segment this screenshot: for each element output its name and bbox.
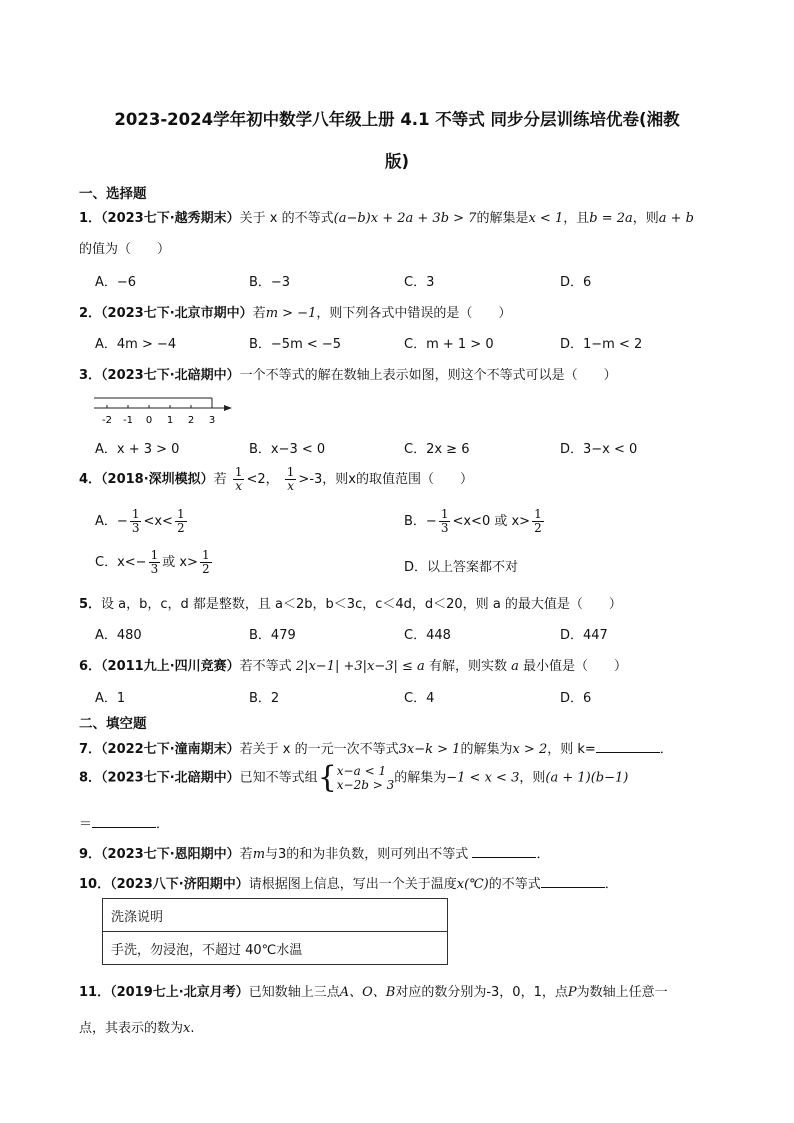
math-expression: (a−b)x + 2a + 3b > 7 (333, 211, 477, 226)
math-expression: 2|x−1| +3|x−3| ≤ a (295, 659, 425, 674)
number-line-figure (92, 392, 238, 426)
math-expression: −1 < x < 3 (446, 770, 520, 786)
answer-blank[interactable] (541, 875, 605, 888)
question-7: 7．（2022七下·潼南期末）若关于 x 的一元一次不等式3x−k > 1的解集为x > 2，则 k= ． (79, 742, 673, 757)
question-source: （2023七下·北京市期中） (101, 306, 253, 321)
option-c[interactable]: C．x<− $\frac{1}{3}$ 或 x> $\frac{1}{2}$ (95, 548, 210, 576)
math-expression: A、O、B (339, 985, 396, 1000)
tick-label: 0 (145, 415, 153, 426)
question-5: 5．设 a，b，c，d 都是整数，且 a＜2b，b＜3c，c＜4d，d＜20，则 a 的最大值是（ ） (79, 597, 622, 612)
question-source: （2011九上·四川竞赛） (101, 659, 240, 674)
question-9: 9．（2023七下·恩阳期中）若m与3的和为非负数，则可列出不等式 ． (79, 847, 550, 862)
math-expression: m (252, 847, 266, 862)
page-title: 2023-2024学年初中数学八年级上册 4.1 不等式 同步分层训练培优卷(湘教 (114, 110, 680, 129)
option-b[interactable]: B．x−3 < 0 (249, 442, 326, 457)
math-expression: P (567, 985, 577, 1000)
fraction: $\frac{1}{x}$ (234, 465, 243, 493)
question-10: 10．（2023八下·济阳期中）请根据图上信息，写出一个关于温度x(℃)的不等式 ． (79, 877, 618, 892)
math-expression: x > 2 (512, 742, 548, 757)
option-a[interactable]: A．1 (95, 691, 126, 706)
option-d[interactable]: D．447 (560, 628, 608, 643)
section-heading-fill: 二、填空题 (79, 716, 147, 732)
tick-label: 3 (208, 415, 216, 426)
math-expression: b = 2a (589, 211, 633, 226)
tick-label: -2 (102, 415, 112, 426)
option-a[interactable]: A．−6 (95, 275, 137, 290)
question-source: （2023七下·恩阳期中） (101, 847, 240, 862)
answer-blank[interactable] (596, 740, 660, 753)
math-expression: a (511, 659, 519, 674)
question-source: （2023八下·济阳期中） (110, 877, 249, 892)
question-3: 3．（2023七下·北碚期中）一个不等式的解在数轴上表示如图，则这个不等式可以是（ ） (79, 368, 617, 383)
option-b[interactable]: B．−3 (249, 275, 291, 290)
option-a[interactable]: A．4m > −4 (95, 337, 177, 352)
answer-blank[interactable] (472, 845, 536, 858)
option-b[interactable]: B．−5m < −5 (249, 337, 342, 352)
math-expression: (a + 1)(b−1) (545, 770, 629, 786)
option-d[interactable]: D．以上答案都不对 (404, 560, 519, 575)
table-cell-header: 洗涤说明 (103, 899, 448, 932)
math-expression: x (183, 1021, 191, 1036)
math-expression: a + b (658, 211, 694, 226)
option-b[interactable]: B．2 (249, 691, 280, 706)
question-source: （2019七上·北京月考） (110, 985, 249, 1000)
question-source: （2023七下·北碚期中） (101, 368, 240, 383)
arrow-head-icon (224, 405, 232, 411)
washing-instructions-table (102, 898, 448, 965)
option-c[interactable]: C．4 (404, 691, 435, 706)
page-title-continued: 版) (384, 152, 410, 171)
question-4: 4．（2018·深圳模拟）若 $\frac{1}{x}$ <2， $\frac{1}{x}$ >-3，则x的取值范围（ ） (79, 465, 473, 493)
option-a[interactable]: A．− $\frac{1}{3}$ <x< $\frac{1}{2}$ (95, 507, 185, 535)
option-d[interactable]: D．6 (560, 691, 592, 706)
option-a[interactable]: A．480 (95, 628, 142, 643)
math-expression: m > −1 (265, 306, 317, 321)
question-number: 1． (79, 211, 102, 226)
option-c[interactable]: C．2x ≥ 6 (404, 442, 470, 457)
option-a[interactable]: A．x + 3 > 0 (95, 442, 180, 457)
question-1: 1．（2023七下·越秀期末）关于 x 的不等式(a−b)x + 2a + 3b > 7的解集是x < 1，且b = 2a，则a + b (79, 211, 694, 226)
section-heading-choice: 一、选择题 (79, 186, 147, 202)
math-expression: 3x−k > 1 (398, 742, 461, 757)
brace-icon: { (317, 760, 337, 795)
math-expression: x(℃) (456, 877, 489, 892)
question-6: 6．（2011九上·四川竞赛）若不等式 2|x−1| +3|x−3| ≤ a 有解，则实数 a 最小值是（ ） (79, 659, 628, 674)
question-8: 8．（2023七下·北碚期中）已知不等式组{ x−a < 1 x−2b > 3 的解集为−1 < x < 3，则(a + 1)(b−1) (79, 760, 629, 795)
question-source: （2023七下·北碚期中） (101, 770, 240, 786)
tick-label: 2 (187, 415, 195, 426)
tick-label: 1 (166, 415, 174, 426)
question-1-continued: 的值为（ ） (79, 242, 171, 257)
question-11-continued: 点，其表示的数为x. (79, 1021, 195, 1036)
option-d[interactable]: D．1−m < 2 (560, 337, 643, 352)
fraction: $\frac{1}{x}$ (286, 465, 295, 493)
option-d[interactable]: D．6 (560, 275, 592, 290)
option-c[interactable]: C．m + 1 > 0 (404, 337, 494, 352)
option-c[interactable]: C．448 (404, 628, 451, 643)
option-d[interactable]: D．3−x < 0 (560, 442, 638, 457)
question-8-continued: ＝ ． (79, 817, 170, 832)
inequality-system: x−a < 1 x−2b > 3 (336, 764, 395, 792)
answer-blank[interactable] (92, 815, 156, 828)
table-cell-content: 手洗，勿浸泡，不超过 40℃水温 (103, 932, 448, 965)
question-source: （2018·深圳模拟） (101, 472, 214, 487)
option-b[interactable]: B．479 (249, 628, 296, 643)
math-expression: x < 1 (528, 211, 564, 226)
option-b[interactable]: B．− $\frac{1}{3}$ <x<0 或 x> $\frac{1}{2}$ (404, 507, 542, 535)
question-11: 11．（2019七上·北京月考）已知数轴上三点A、O、B对应的数分别为-3，0，1，点P为数轴上任意一 (79, 985, 668, 1000)
question-source: （2022七下·潼南期末） (101, 742, 240, 757)
tick-label: -1 (123, 415, 133, 426)
question-2: 2．（2023七下·北京市期中）若m > −1，则下列各式中错误的是（ ） (79, 306, 512, 321)
option-c[interactable]: C．3 (404, 275, 435, 290)
question-source: （2023七下·越秀期末） (101, 211, 240, 226)
